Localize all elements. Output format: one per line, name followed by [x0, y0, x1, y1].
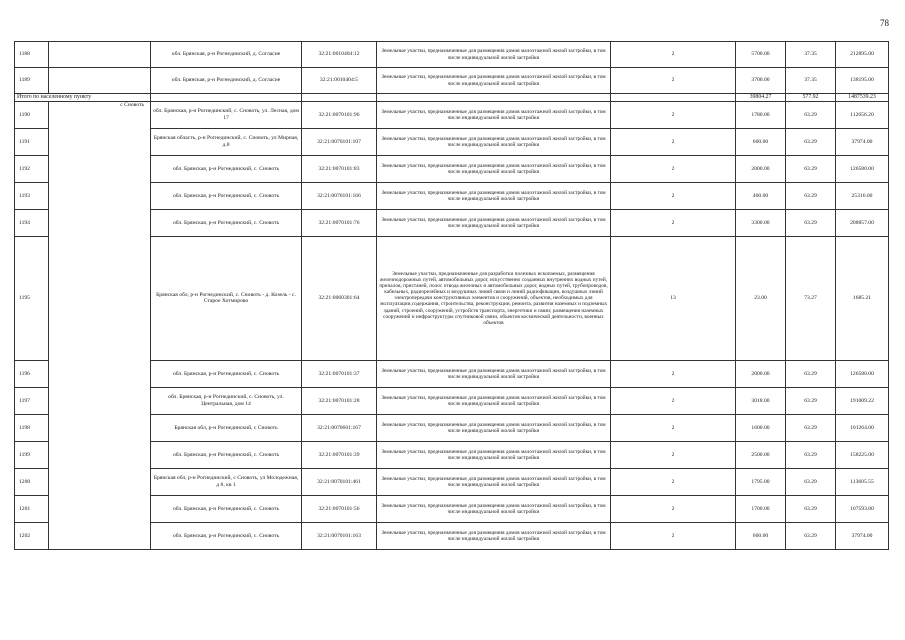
row-number: 1193	[15, 182, 49, 209]
empty-cell	[611, 94, 736, 102]
land-parcel-table	[14, 41, 889, 550]
row-number: 1197	[15, 387, 49, 414]
cadastral-number: 32:21:0070101:37	[302, 360, 377, 387]
rate-value: 63.29	[786, 128, 836, 155]
cadastral-value: 138195.00	[836, 68, 889, 94]
rate-value: 63.29	[786, 414, 836, 441]
land-use-category: Земельные участки, предназначенные для размещения домов малоэтажной жилой застройки, в том числе индивидуальной жилой застройки	[377, 360, 611, 387]
row-number: 1199	[15, 441, 49, 468]
address-cell: обл. Брянская, р-н Рогнединский, с. Сновоть, ул. Центральная, дом 14	[151, 387, 302, 414]
address-cell: обл. Брянская, р-н Рогнединский, с. Сновоть	[151, 522, 302, 549]
rate-value: 63.29	[786, 468, 836, 495]
rate-value: 63.29	[786, 155, 836, 182]
cadastral-number: 32:21:0060301:64	[302, 236, 377, 360]
land-use-category: Земельные участки, предназначенные для размещения домов малоэтажной жилой застройки, в том числе индивидуальной жилой застройки	[377, 209, 611, 236]
row-number: 1190	[15, 101, 49, 128]
cadastral-number: 32:21:0070101:166	[302, 182, 377, 209]
land-use-category: Земельные участки, предназначенные для размещения домов малоэтажной жилой застройки, в том числе индивидуальной жилой застройки	[377, 441, 611, 468]
area-value: 23.00	[736, 236, 786, 360]
cadastral-number: 32:21:0070101:163	[302, 522, 377, 549]
group-number: 2	[611, 182, 736, 209]
cadastral-value: 126580.00	[836, 155, 889, 182]
locality-cell: с Сновоть	[49, 101, 151, 549]
rate-value: 63.29	[786, 441, 836, 468]
row-number: 1201	[15, 495, 49, 522]
area-value: 2000.00	[736, 155, 786, 182]
area-value: 3018.00	[736, 387, 786, 414]
land-use-category: Земельные участки, предназначенные для размещения домов малоэтажной жилой застройки, в том числе индивидуальной жилой застройки	[377, 387, 611, 414]
cadastral-value: 126580.00	[836, 360, 889, 387]
group-number: 2	[611, 155, 736, 182]
address-cell: обл. Брянская, р-н Рогнединский, с. Сновоть	[151, 182, 302, 209]
row-number: 1188	[15, 42, 49, 68]
land-use-category: Земельные участки, предназначенные для размещения домов малоэтажной жилой застройки, в том числе индивидуальной жилой застройки	[377, 182, 611, 209]
land-use-category: Земельные участки, предназначенные для разработки полезных ископаемых, размещения железнодорожных путей, автомобильных дорог, искусственно созданных внутренних водных путей, причалов, пристаней, полос отвода железных и автомобильных дорог, водных путей, трубопроводов, кабельных, радиорелейных и воздушных линий связи и линий радиофикации, воздушных линий электропередачи конструктивных элементов и сооружений, объектов, необходимых для эксплуатации,содержания, строительства, реконструкции, ремонта, развития наземных и подземных зданий, строений, сооружений, устройств транспорта, энергетики и связи; размещения наземных сооружений и инфраструктуры спутниковой связи, объектов космической деятельности, военных объектов	[377, 236, 611, 360]
row-number: 1200	[15, 468, 49, 495]
rate-value: 73.27	[786, 236, 836, 360]
locality-cell	[49, 68, 151, 94]
group-number: 2	[611, 68, 736, 94]
land-use-category: Земельные участки, предназначенные для размещения домов малоэтажной жилой застройки, в том числе индивидуальной жилой застройки	[377, 522, 611, 549]
group-number: 2	[611, 441, 736, 468]
address-cell: обл. Брянская, р-н Рогнединский, с. Сновоть	[151, 209, 302, 236]
group-number: 2	[611, 468, 736, 495]
empty-cell	[151, 94, 302, 102]
group-number: 2	[611, 414, 736, 441]
rate-value: 63.29	[786, 209, 836, 236]
cadastral-number: 32:21:0070101:56	[302, 495, 377, 522]
address-cell: Брянская обл, р-н Рогнединский, с Сновоть	[151, 414, 302, 441]
group-number: 2	[611, 101, 736, 128]
cadastral-value: 212895.00	[836, 42, 889, 68]
group-number: 2	[611, 128, 736, 155]
rate-value: 63.29	[786, 495, 836, 522]
rate-value: 37.35	[786, 68, 836, 94]
address-cell: обл. Брянская, р-н Рогнединский, с. Сновоть	[151, 155, 302, 182]
empty-cell	[302, 94, 377, 102]
cadastral-value: 208857.00	[836, 209, 889, 236]
address-cell: обл. Брянская, р-н Рогнединский, д. Согласие	[151, 42, 302, 68]
cadastral-number: 32:21:0010404:12	[302, 42, 377, 68]
rate-value: 63.29	[786, 387, 836, 414]
area-value: 1780.00	[736, 101, 786, 128]
rate-value: 63.29	[786, 101, 836, 128]
group-number: 2	[611, 387, 736, 414]
empty-cell	[377, 94, 611, 102]
cadastral-number: 32:21:0070101:83	[302, 155, 377, 182]
group-number: 2	[611, 42, 736, 68]
address-cell: Брянская область, р-н Рогнединский, с. Сновоть, ул Мирная, д.8	[151, 128, 302, 155]
area-value: 600.00	[736, 128, 786, 155]
cadastral-value: 1685.21	[836, 236, 889, 360]
land-use-category: Земельные участки, предназначенные для размещения домов малоэтажной жилой застройки, в том числе индивидуальной жилой застройки	[377, 101, 611, 128]
area-value: 1600.00	[736, 414, 786, 441]
land-use-category: Земельные участки, предназначенные для размещения домов малоэтажной жилой застройки, в том числе индивидуальной жилой застройки	[377, 155, 611, 182]
table-row	[15, 68, 889, 94]
area-value: 1795.00	[736, 468, 786, 495]
group-number: 13	[611, 236, 736, 360]
rate-value: 37.35	[786, 42, 836, 68]
row-number: 1198	[15, 414, 49, 441]
row-number: 1195	[15, 236, 49, 360]
table-row	[15, 101, 889, 128]
page-number: 78	[880, 18, 889, 28]
area-value: 1700.00	[736, 495, 786, 522]
cadastral-value: 25316.00	[836, 182, 889, 209]
total-label: Итого по населенному пункту	[15, 94, 151, 102]
table-body	[15, 42, 889, 550]
cadastral-value: 107593.00	[836, 495, 889, 522]
group-number: 2	[611, 495, 736, 522]
table-row	[15, 42, 889, 68]
area-value: 400.00	[736, 182, 786, 209]
address-cell: обл. Брянская, р-н Рогнединский, с. Сновоть	[151, 360, 302, 387]
cadastral-number: 32:21:0070101:107	[302, 128, 377, 155]
cadastral-number: 32:21:0070101:76	[302, 209, 377, 236]
rate-value: 63.29	[786, 360, 836, 387]
land-use-category: Земельные участки, предназначенные для размещения домов малоэтажной жилой застройки, в том числе индивидуальной жилой застройки	[377, 68, 611, 94]
cadastral-value: 101264.00	[836, 414, 889, 441]
cadastral-number: 32:21:0070601:167	[302, 414, 377, 441]
land-use-category: Земельные участки, предназначенные для размещения домов малоэтажной жилой застройки, в том числе индивидуальной жилой застройки	[377, 42, 611, 68]
area-value: 2500.00	[736, 441, 786, 468]
cadastral-number: 32:21:0070101:39	[302, 441, 377, 468]
area-value: 600.00	[736, 522, 786, 549]
group-number: 2	[611, 209, 736, 236]
cadastral-value: 191009.22	[836, 387, 889, 414]
row-number: 1191	[15, 128, 49, 155]
group-number: 2	[611, 522, 736, 549]
address-cell: обл. Брянская, р-н Рогнединский, с. Сновоть	[151, 495, 302, 522]
row-number: 1202	[15, 522, 49, 549]
cadastral-number: 32:21:0010404:5	[302, 68, 377, 94]
land-use-category: Земельные участки, предназначенные для размещения домов малоэтажной жилой застройки, в том числе индивидуальной жилой застройки	[377, 414, 611, 441]
row-number: 1189	[15, 68, 49, 94]
rate-value: 63.29	[786, 522, 836, 549]
row-number: 1192	[15, 155, 49, 182]
address-cell: обл. Брянская, р-н Рогнединский, с. Сновоть	[151, 441, 302, 468]
row-number: 1194	[15, 209, 49, 236]
area-value: 3700.00	[736, 68, 786, 94]
area-value: 5700.00	[736, 42, 786, 68]
address-cell: Брянская обл, р-н Рогнединский, с Сновоть, ул Молодежная, д 8, кв 1	[151, 468, 302, 495]
address-cell: обл. Брянская, р-н Рогнединский, с. Сновоть, ул. Лесная, дом 17	[151, 101, 302, 128]
address-cell: Брянская обл, р-н Рогнединский, с. Сновоть - д. Козель - с. Старое Хотмирово	[151, 236, 302, 360]
land-use-category: Земельные участки, предназначенные для размещения домов малоэтажной жилой застройки, в том числе индивидуальной жилой застройки	[377, 468, 611, 495]
locality-total-row	[15, 94, 889, 102]
total-rate: 577.92	[786, 94, 836, 102]
total-value: 1487539.23	[836, 94, 889, 102]
cadastral-value: 37974.00	[836, 128, 889, 155]
row-number: 1196	[15, 360, 49, 387]
cadastral-value: 112656.20	[836, 101, 889, 128]
group-number: 2	[611, 360, 736, 387]
cadastral-value: 158225.00	[836, 441, 889, 468]
cadastral-number: 32:21:0070101:461	[302, 468, 377, 495]
locality-cell	[49, 42, 151, 68]
area-value: 3300.00	[736, 209, 786, 236]
cadastral-value: 113605.55	[836, 468, 889, 495]
rate-value: 63.29	[786, 182, 836, 209]
cadastral-value: 37974.00	[836, 522, 889, 549]
total-area: 39804.27	[736, 94, 786, 102]
address-cell: обл. Брянская, р-н Рогнединский, д. Согласие	[151, 68, 302, 94]
cadastral-number: 32:21:0070101:96	[302, 101, 377, 128]
cadastral-number: 32:21:0070101:28	[302, 387, 377, 414]
area-value: 2000.00	[736, 360, 786, 387]
land-use-category: Земельные участки, предназначенные для размещения домов малоэтажной жилой застройки, в том числе индивидуальной жилой застройки	[377, 495, 611, 522]
land-use-category: Земельные участки, предназначенные для размещения домов малоэтажной жилой застройки, в том числе индивидуальной жилой застройки	[377, 128, 611, 155]
